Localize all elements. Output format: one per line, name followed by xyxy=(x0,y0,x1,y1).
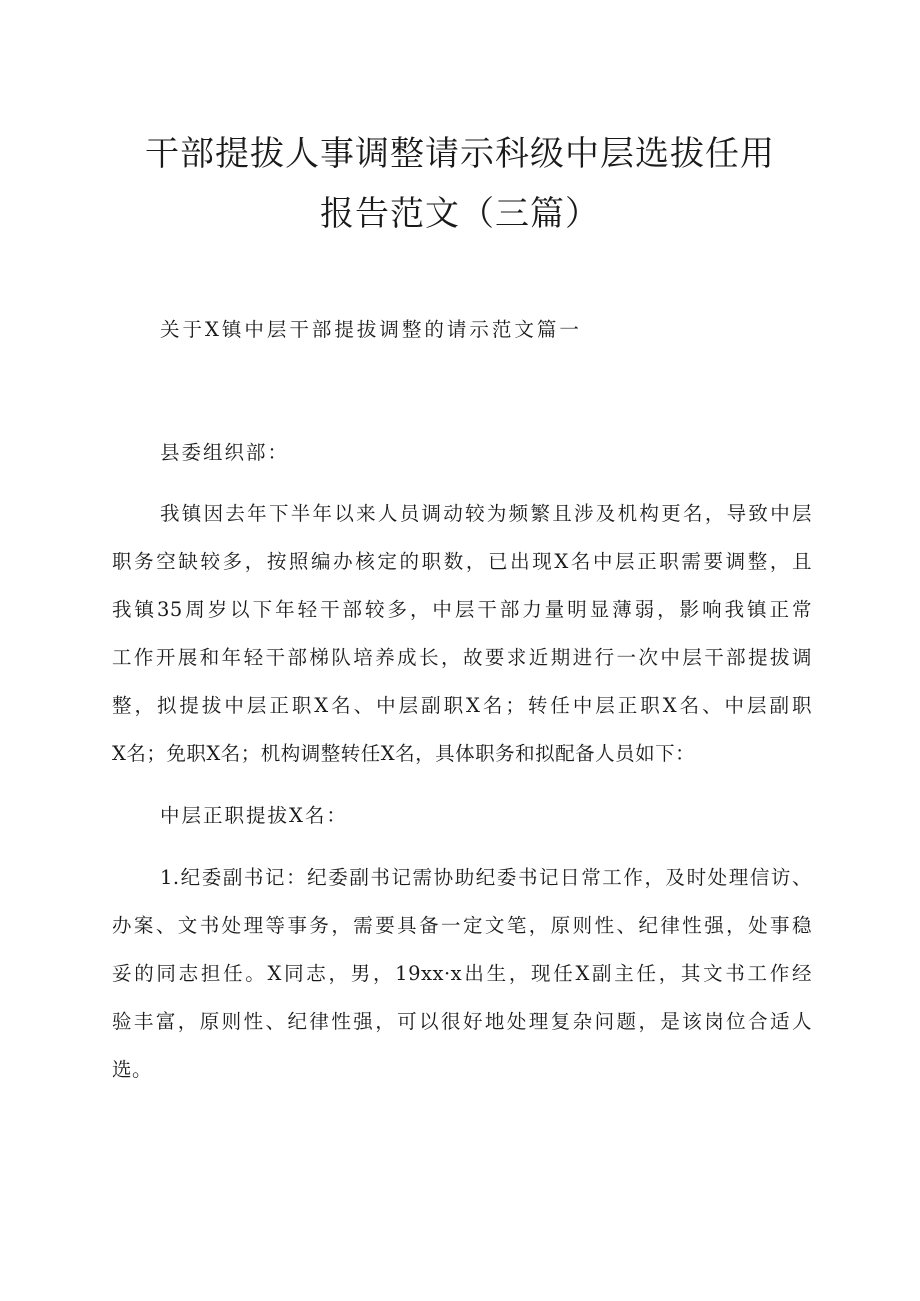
paragraph-2-line: 妥的同志担任。X同志，男，19xx·x出生，现任X副主任，其文书工作经 xyxy=(112,962,812,985)
paragraph-2-line: 验丰富，原则性、纪律性强，可以很好地处理复杂问题，是该岗位合适人 xyxy=(112,1010,812,1033)
paragraph-2-line: 1.纪委副书记：纪委副书记需协助纪委书记日常工作，及时处理信访、 xyxy=(160,866,812,889)
addressee: 县委组织部： xyxy=(160,441,290,464)
paragraph-1-line: 职务空缺较多，按照编办核定的职数，已出现X名中层正职需要调整，且 xyxy=(112,550,812,573)
paragraph-1-line: X名；免职X名；机构调整转任X名，具体职务和拟配备人员如下： xyxy=(112,742,696,765)
paragraph-2-line: 选。 xyxy=(112,1058,153,1081)
paragraph-2-line: 办案、文书处理等事务，需要具备一定文笔，原则性、纪律性强，处事稳 xyxy=(112,914,812,937)
paragraph-1-line: 我镇35周岁以下年轻干部较多，中层干部力量明显薄弱，影响我镇正常 xyxy=(112,598,812,621)
document-subtitle: 关于X镇中层干部提拔调整的请示范文篇一 xyxy=(160,318,582,341)
document-title-line-1: 干部提拔人事调整请示科级中层选拔任用 xyxy=(145,134,775,174)
section-heading: 中层正职提拔X名： xyxy=(160,804,348,827)
document-title-line-2: 报告范文（三篇） xyxy=(320,194,600,234)
paragraph-1-line: 工作开展和年轻干部梯队培养成长，故要求近期进行一次中层干部提拔调 xyxy=(112,646,812,669)
paragraph-1-line: 整，拟提拔中层正职X名、中层副职X名；转任中层正职X名、中层副职 xyxy=(112,694,812,717)
paragraph-1-line: 我镇因去年下半年以来人员调动较为频繁且涉及机构更名，导致中层 xyxy=(160,502,812,525)
